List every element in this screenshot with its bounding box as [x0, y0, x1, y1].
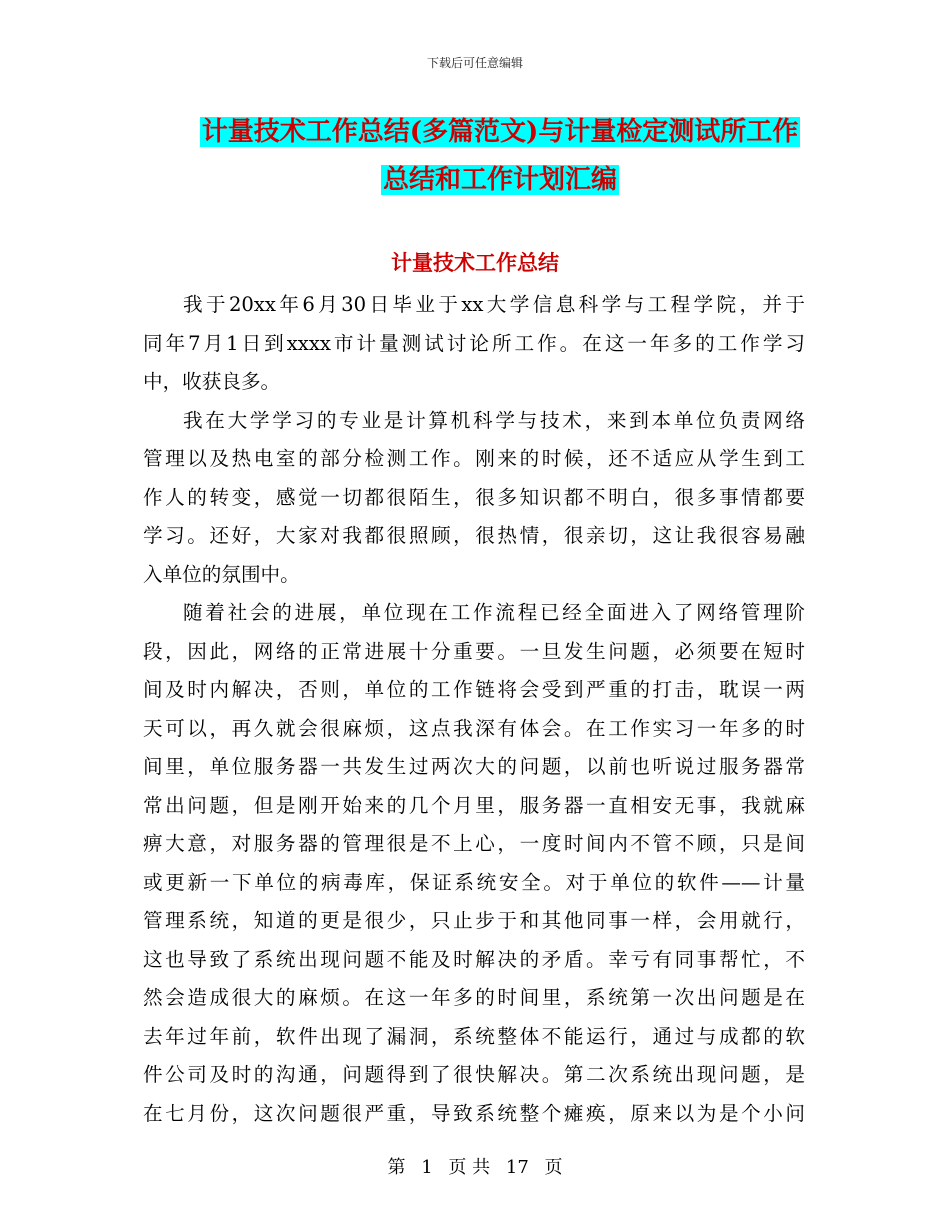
text-line: 同年7月1日到xxxx市计量测试讨论所工作。在这一年多的工作学习	[143, 331, 805, 355]
text-line: 随着社会的进展，单位现在工作流程已经全面进入了网络管理阶	[183, 601, 805, 624]
footer-suffix: 页	[544, 1157, 563, 1178]
text-line: 或更新一下单位的病毒库，保证系统安全。对于单位的软件——计量	[143, 870, 805, 894]
document-title	[120, 108, 880, 204]
text-line: 入单位的氛围中。	[143, 562, 300, 586]
footer-mid: 页 共	[448, 1157, 491, 1178]
text-line: 我在大学学习的专业是计算机科学与技术，来到本单位负责网络	[183, 408, 805, 432]
text-line: 我于20xx年6月30日毕业于xx大学信息科学与工程学院，并于	[183, 293, 805, 316]
text-line: 中，收获良多。	[143, 370, 281, 393]
text-line: 间里，单位服务器一共发生过两次大的问题，以前也听说过服务器常	[143, 755, 805, 778]
document-title-line-2: 总结和工作计划汇编	[382, 165, 617, 195]
text-line: 这也导致了系统出现问题不能及时解决的矛盾。幸亏有同事帮忙，不	[143, 947, 805, 971]
section-title: 计量技术工作总结	[391, 250, 559, 275]
text-line: 天可以，再久就会很麻烦，这点我深有体会。在工作实习一年多的时	[143, 716, 805, 740]
text-line: 在七月份，这次问题很严重，导致系统整个瘫痪，原来以为是个小问	[143, 1101, 805, 1125]
header-note: 下载后可任意编辑	[426, 56, 523, 70]
text-line: 学习。还好，大家对我都很照顾，很热情，很亲切，这让我很容易融	[143, 524, 805, 547]
text-line: 去年过年前，软件出现了漏洞，系统整体不能运行，通过与成都的软	[143, 1024, 805, 1048]
page-footer	[0, 1153, 950, 1179]
text-line: 件公司及时的沟通，问题得到了很快解决。第二次系统出现问题，是	[143, 1063, 805, 1086]
text-line: 段，因此，网络的正常进展十分重要。一旦发生问题，必须要在短时	[143, 639, 805, 663]
body-text	[143, 286, 805, 1133]
text-line: 作人的转变，感觉一切都很陌生，很多知识都不明白，很多事情都要	[143, 485, 805, 509]
text-line: 然会造成很大的麻烦。在这一年多的时间里，系统第一次出问题是在	[143, 986, 805, 1009]
footer-total-pages: 17	[505, 1157, 529, 1178]
footer-page-number: 1	[421, 1157, 433, 1178]
text-line: 管理以及热电室的部分检测工作。刚来的时候，还不适应从学生到工	[143, 447, 805, 470]
document-title-line-1: 计量技术工作总结(多篇范文)与计量检定测试所工作	[201, 117, 799, 147]
text-line: 间及时内解决，否则，单位的工作链将会受到严重的打击，耽误一两	[143, 678, 805, 701]
text-line: 常出问题，但是刚开始来的几个月里，服务器一直相安无事，我就麻	[143, 793, 805, 817]
text-line: 管理系统，知道的更是很少，只止步于和其他同事一样，会用就行，	[143, 909, 805, 932]
text-line: 痹大意，对服务器的管理很是不上心，一度时间内不管不顾，只是间	[143, 832, 805, 855]
footer-prefix: 第	[387, 1157, 406, 1178]
